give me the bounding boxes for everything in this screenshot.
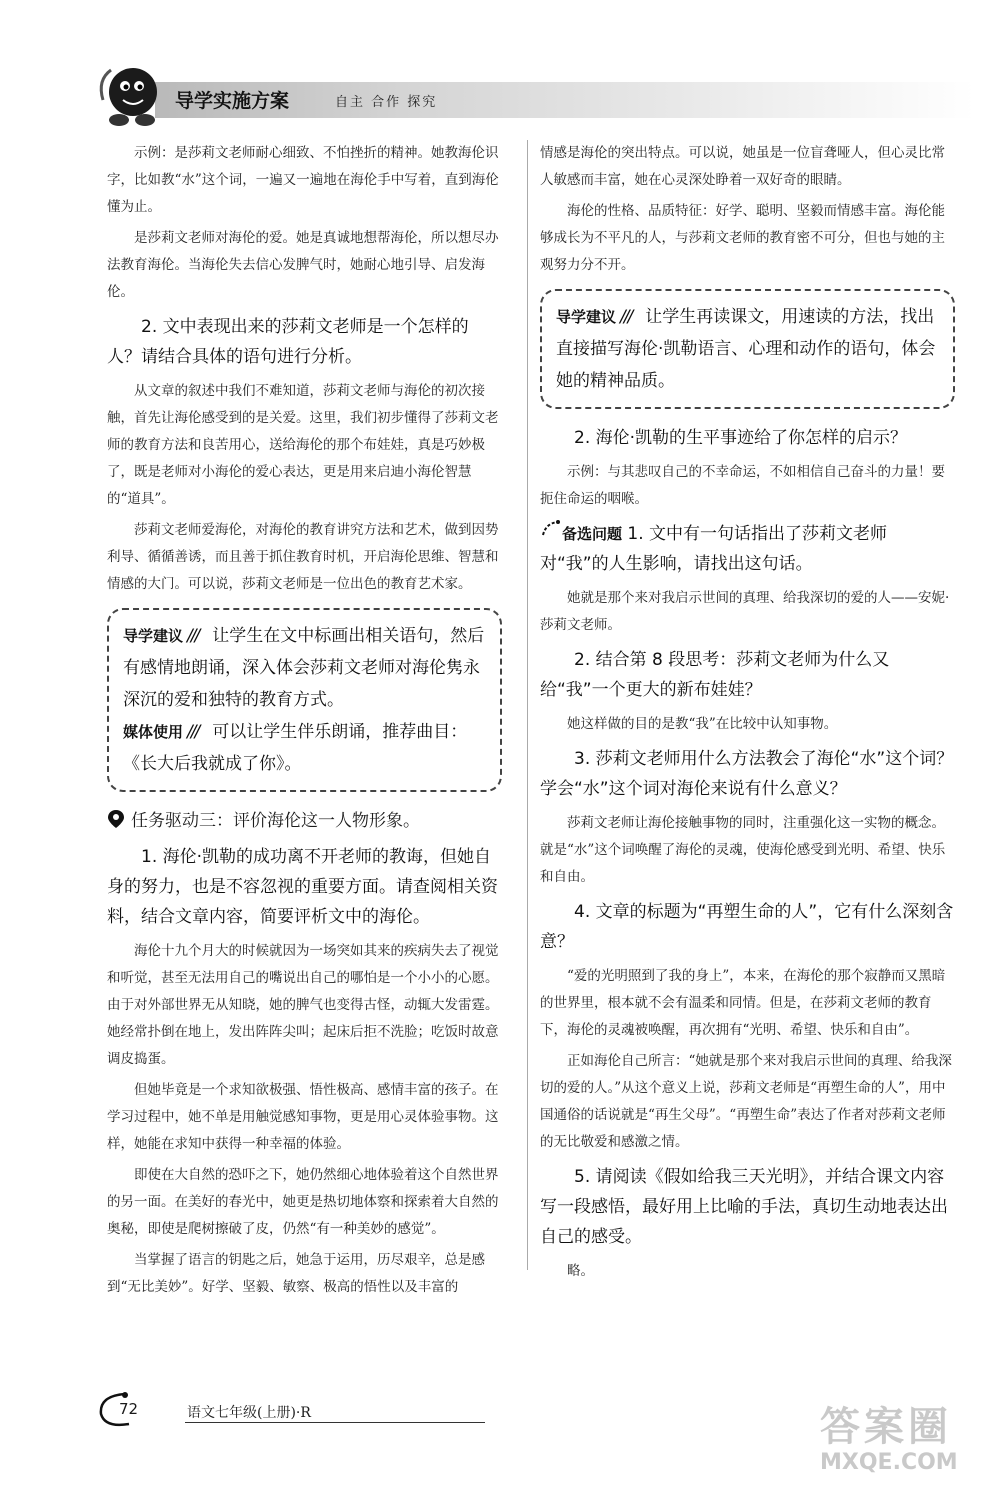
left-column (107, 140, 502, 1305)
answer-text: 海伦十九个月大的时候就因为一场突如其来的疾病失去了视觉和听觉，甚至无法用自己的嘴说出自己的哪怕是一个小小的心愿。由于对外部世界无从知晓，她的脾气也变得古怪，动辄大发雷霆。她经常扑倒在地上，发出阵阵尖叫；起床后拒不洗脸；吃饭时故意调皮捣蛋。 (107, 943, 499, 1067)
answer-text: 示例：是莎莉文老师耐心细致、不怕挫折的精神。她教海伦识字，比如教“水”这个词，一遍又一遍地在海伦手中写着，直到海伦懂为止。 (107, 145, 499, 215)
watermark-url: MXQE.COM (820, 1450, 958, 1475)
optional-question-heading (540, 519, 955, 579)
slash-icon: /// (187, 722, 199, 742)
header-subtitle: 自主 合作 探究 (335, 95, 438, 110)
guide-suggestion (123, 620, 486, 716)
question-text: 4. 文章的标题为“再塑生命的人”，它有什么深刻含意？ (540, 902, 954, 952)
answer-text: 即使在大自然的恐吓之下，她仍然细心地体验着这个自然世界的另一面。在美好的春光中，她更是热切地体察和探索着大自然的奥秘，即使是爬树擦破了皮，仍然“有一种美妙的感觉”。 (107, 1167, 499, 1237)
answer-text: 略。 (567, 1263, 594, 1279)
answer-text: 但她毕竟是一个求知欲极强、悟性极高、感情丰富的孩子。在学习过程中，她不单是用触觉感知事物，更是用心灵体验事物。这样，她能在求知中获得一种幸福的体验。 (107, 1082, 499, 1152)
optional-tag: 备选问题 (562, 525, 623, 543)
watermark (820, 1395, 980, 1480)
location-pin-icon (107, 809, 125, 829)
answer-text: 从文章的叙述中我们不难知道，莎莉文老师与海伦的初次接触，首先让海伦感受到的是关爱。这里，我们初步懂得了莎莉文老师的教育方法和良苦用心，送给海伦的那个布娃娃，真是巧妙极了，既是老师对小海伦的爱心表达，更是用来启迪小海伦智慧的“道具”。 (107, 383, 499, 507)
column-divider (527, 140, 528, 1270)
guide-tag: 导学建议 (556, 308, 617, 326)
guide-box (540, 289, 955, 409)
slash-icon: /// (187, 626, 199, 646)
answer-text: 当掌握了语言的钥匙之后，她急于运用，历尽艰辛，总是感到“无比美妙”。好学、坚毅、敏察、极高的悟性以及丰富的 (107, 1252, 485, 1295)
question-text: 5. 请阅读《假如给我三天光明》，并结合课文内容写一段感悟，最好用上比喻的手法，真切生动地表达出自己的感受。 (540, 1167, 948, 1247)
answer-text: “爱的光明照到了我的身上”，本来，在海伦的那个寂静而又黑暗的世界里，根本就不会有温柔和同情。但是，在莎莉文老师的教育下，海伦的灵魂被唤醒，再次拥有“光明、希望、快乐和自由”。 (540, 968, 946, 1038)
answer-text: 她这样做的目的是教“我”在比较中认知事物。 (567, 716, 838, 732)
footer-rule (185, 1422, 485, 1423)
slash-icon: /// (620, 307, 632, 327)
question-text: 3. 莎莉文老师用什么方法教会了海伦“水”这个词？学会“水”这个词对海伦来说有什么意义？ (540, 749, 954, 799)
page-header (95, 60, 975, 130)
question-text: 1. 海伦·凯勒的成功离不开老师的教诲，但她自身的努力，也是不容忽视的重要方面。请查阅相关资料，结合文章内容，简要评析文中的海伦。 (107, 847, 498, 927)
question-text: 1. 文中有一句话指出了莎莉文老师对“我”的人生影响，请找出这句话。 (540, 524, 888, 574)
answer-text: 是莎莉文老师对海伦的爱。她是真诚地想帮海伦，所以想尽办法教育海伦。当海伦失去信心发脾气时，她耐心地引导、启发海伦。 (107, 230, 499, 300)
page-footer (95, 1390, 395, 1430)
answer-text: 她就是那个来对我启示世间的真理、给我深切的爱的人——安妮·莎莉文老师。 (540, 590, 950, 633)
watermark-text: 答案圈 (820, 1404, 952, 1450)
header-title: 导学实施方案 (175, 90, 290, 112)
answer-text: 莎莉文老师让海伦接触事物的同时，注重强化这一实物的概念。就是“水”这个词唤醒了海伦的灵魂，使海伦感受到光明、希望、快乐和自由。 (540, 815, 946, 885)
task-heading (107, 806, 502, 836)
guide-tag: 导学建议 (123, 627, 184, 645)
guide-text: 让学生在文中标画出相关语句，然后有感情地朗诵，深入体会莎莉文老师对海伦隽永深沉的爱和独特的教育方式。 (123, 626, 485, 710)
page-number: 72 (119, 1400, 139, 1418)
media-usage (123, 716, 486, 780)
guide-text: 让学生再读课文，用速读的方法，找出直接描写海伦·凯勒语言、心理和动作的语句，体会她的精神品质。 (556, 307, 936, 391)
answer-text: 正如海伦自己所言：“她就是那个来对我启示世间的真理、给我深切的爱的人。”从这个意义上说，莎莉文老师是“再塑生命的人”，用中国通俗的话说就是“再生父母”。“再塑生命”表达了作者对莎莉文老师的无比敬爱和感激之情。 (540, 1053, 952, 1150)
question-text: 2. 文中表现出来的莎莉文老师是一个怎样的人？请结合具体的语句进行分析。 (107, 317, 469, 367)
answer-text: 海伦的性格、品质特征：好学、聪明、坚毅而情感丰富。海伦能够成长为不平凡的人，与莎莉文老师的教育密不可分，但也与她的主观努力分不开。 (540, 203, 945, 273)
right-column (540, 140, 955, 1289)
question-text: 2. 结合第 8 段思考：莎莉文老师为什么又给“我”一个更大的新布娃娃？ (540, 650, 890, 700)
guide-box (107, 608, 502, 792)
answer-text: 莎莉文老师爱海伦，对海伦的教育讲究方法和艺术，做到因势利导、循循善诱，而且善于抓住教育时机，开启海伦思维、智慧和情感的大门。可以说，莎莉文老师是一位出色的教育艺术家。 (107, 522, 499, 592)
answer-text: 示例：与其悲叹自己的不幸命运，不如相信自己奋斗的力量！要扼住命运的咽喉。 (540, 464, 945, 507)
mascot-icon (95, 60, 165, 130)
answer-text: 情感是海伦的突出特点。可以说，她虽是一位盲聋哑人，但心灵比常人敏感而丰富，她在心灵深处睁着一双好奇的眼睛。 (540, 145, 945, 188)
book-title: 语文七年级(上册)·R (187, 1405, 311, 1421)
media-text: 可以让学生伴乐朗诵，推荐曲目：《长大后我就成了你》。 (123, 722, 468, 774)
question-text: 2. 海伦·凯勒的生平事迹给了你怎样的启示？ (574, 428, 908, 448)
task-title: 任务驱动三：评价海伦这一人物形象。 (131, 811, 420, 831)
sparkle-icon (540, 519, 562, 537)
media-tag: 媒体使用 (123, 723, 184, 741)
